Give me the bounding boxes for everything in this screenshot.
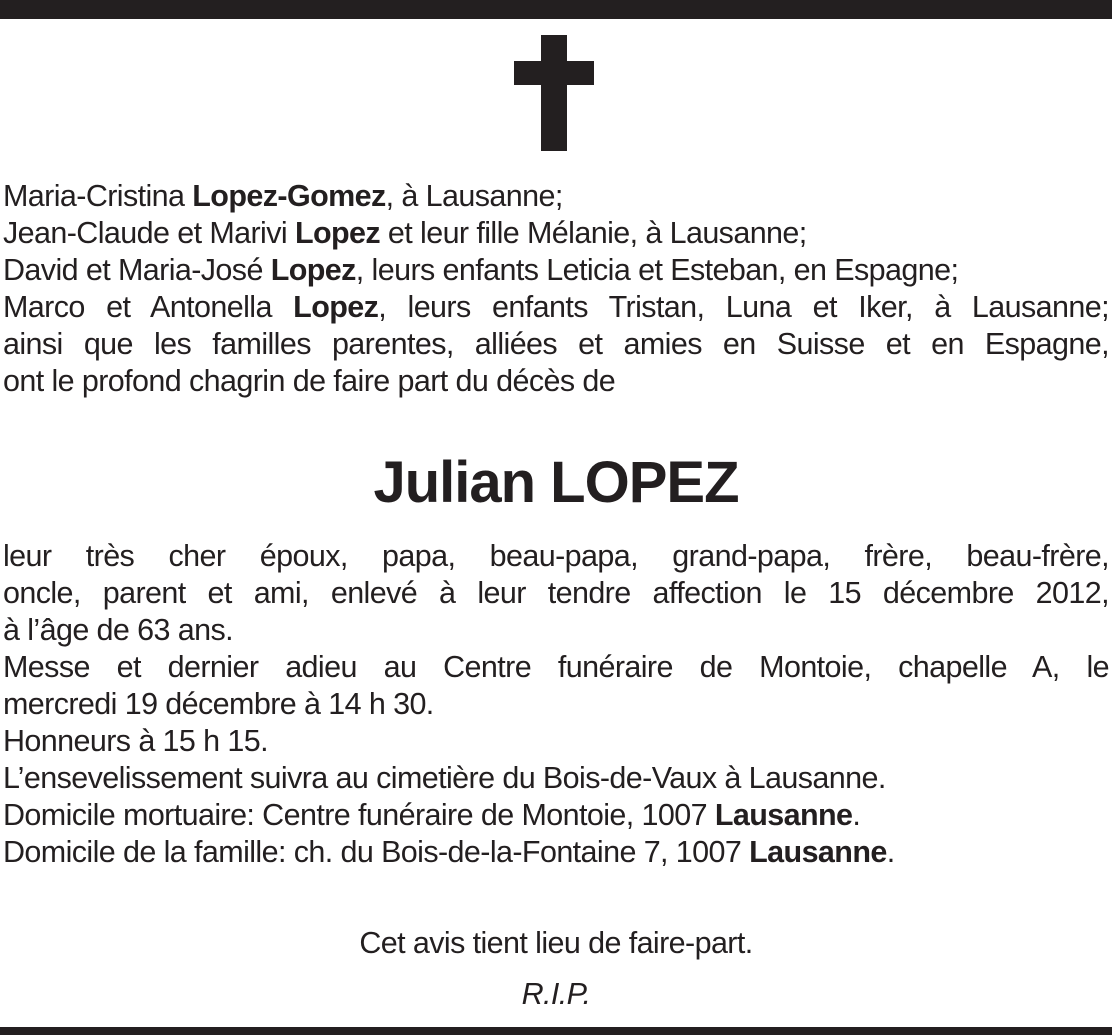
- body-line-1: leur très cher époux, papa, beau-papa, grand-papa, frère, beau-frère,: [3, 539, 1109, 573]
- body-line-8: Domicile mortuaire: Centre funéraire de Montoie, 1007 Lausanne.: [3, 798, 861, 832]
- mourner-line-6: ont le profond chagrin de faire part du décès de: [3, 364, 616, 398]
- bottom-border-rule: [0, 1027, 1112, 1035]
- notice-body: [3, 538, 1109, 871]
- cross-icon: [514, 35, 594, 151]
- rip-text: R.I.P.: [521, 977, 591, 1011]
- body-line-5: mercredi 19 décembre à 14 h 30.: [3, 687, 434, 721]
- mourner-line-4: Marco et Antonella Lopez, leurs enfants Tristan, Luna et Iker, à Lausanne;: [3, 290, 1109, 324]
- body-line-3: à l’âge de 63 ans.: [3, 613, 233, 647]
- mourner-line-1: Maria-Cristina Lopez-Gomez, à Lausanne;: [3, 179, 563, 213]
- deceased-name: Julian LOPEZ: [373, 450, 739, 515]
- top-border-rule: [0, 0, 1112, 19]
- mourners-list: [3, 178, 1109, 400]
- mourner-line-5: ainsi que les familles parentes, alliées et amies en Suisse et en Espagne,: [3, 327, 1109, 361]
- body-line-4: Messe et dernier adieu au Centre funéraire de Montoie, chapelle A, le: [3, 650, 1109, 684]
- body-line-7: L’ensevelissement suivra au cimetière du Bois-de-Vaux à Lausanne.: [3, 761, 886, 795]
- mourner-line-2: Jean-Claude et Marivi Lopez et leur fille Mélanie, à Lausanne;: [3, 216, 807, 250]
- faire-part-notice: Cet avis tient lieu de faire-part.: [359, 926, 753, 960]
- body-line-9: Domicile de la famille: ch. du Bois-de-la-Fontaine 7, 1007 Lausanne.: [3, 835, 895, 869]
- mourner-line-3: David et Maria-José Lopez, leurs enfants Leticia et Esteban, en Espagne;: [3, 253, 959, 287]
- body-line-2: oncle, parent et ami, enlevé à leur tendre affection le 15 décembre 2012,: [3, 576, 1109, 610]
- body-line-6: Honneurs à 15 h 15.: [3, 724, 268, 758]
